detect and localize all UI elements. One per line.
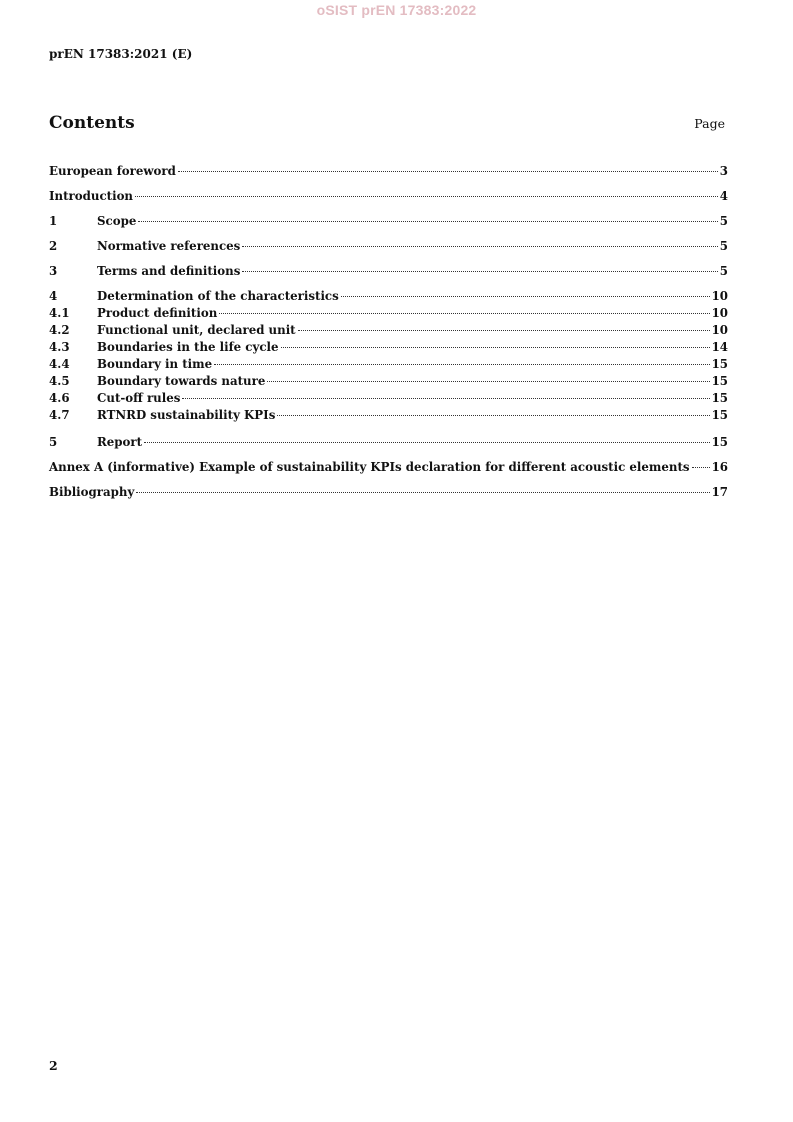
watermark: oSIST prEN 17383:2022 (316, 2, 477, 18)
toc-entry-page: 5 (719, 214, 728, 228)
toc-entry-number: 4 (49, 289, 58, 303)
dot-leader (267, 381, 709, 382)
toc-entry[interactable] (49, 460, 728, 475)
toc-entry[interactable] (49, 189, 728, 204)
toc-entry-page: 3 (719, 164, 728, 178)
toc-entry-page: 14 (711, 340, 728, 354)
toc-entry-number: 4.5 (49, 374, 70, 388)
toc-entry-number: 4.6 (49, 391, 70, 405)
toc-entry[interactable] (49, 340, 728, 355)
toc-entry-page: 10 (711, 323, 728, 337)
toc-entry[interactable] (49, 264, 728, 279)
dot-leader (135, 196, 718, 197)
toc-entry-number: 4.4 (49, 357, 70, 371)
dot-leader (144, 442, 709, 443)
toc-entry[interactable] (49, 435, 728, 450)
toc-entry-title: Boundaries in the life cycle (97, 340, 279, 354)
toc-entry[interactable] (49, 485, 728, 500)
toc-entry[interactable] (49, 306, 728, 321)
toc-entry-page: 5 (719, 239, 728, 253)
toc-entry[interactable] (49, 214, 728, 229)
toc-entry-page: 4 (719, 189, 728, 203)
toc-entry-title: Introduction (49, 189, 134, 203)
toc-entry-page: 15 (711, 357, 728, 371)
page-column-label: Page (694, 116, 725, 131)
toc-entry[interactable] (49, 408, 728, 423)
toc-entry-title: Bibliography (49, 485, 135, 499)
toc-entry-page: 5 (719, 264, 728, 278)
contents-header (49, 113, 725, 133)
dot-leader (182, 398, 709, 399)
toc-entry-title: Report (97, 435, 143, 449)
toc-entry-page: 15 (711, 391, 728, 405)
toc-entry-title: Functional unit, declared unit (97, 323, 296, 337)
dot-leader (692, 467, 710, 468)
document-id: prEN 17383:2021 (E) (49, 47, 193, 61)
dot-leader (277, 415, 709, 416)
toc-entry[interactable] (49, 239, 728, 254)
toc-entry[interactable] (49, 357, 728, 372)
dot-leader (136, 492, 709, 493)
toc-entry[interactable] (49, 374, 728, 389)
dot-leader (281, 347, 710, 348)
toc-entry[interactable] (49, 164, 728, 179)
dot-leader (219, 313, 709, 314)
dot-leader (298, 330, 710, 331)
dot-leader (242, 271, 717, 272)
toc-entry-title: Cut-off rules (97, 391, 181, 405)
toc-entry-title: Determination of the characteristics (97, 289, 339, 303)
toc-entry-page: 10 (711, 289, 728, 303)
toc-entry[interactable] (49, 391, 728, 406)
toc-entry[interactable] (49, 323, 728, 338)
toc-entry-title: Product definition (97, 306, 218, 320)
toc-entry-number: 1 (49, 214, 58, 228)
toc-entry-page: 16 (711, 460, 728, 474)
toc-entry[interactable] (49, 289, 728, 304)
dot-leader (341, 296, 710, 297)
toc-entry-title: Terms and definitions (97, 264, 241, 278)
toc-entry-page: 15 (711, 435, 728, 449)
toc-entry-number: 5 (49, 435, 58, 449)
page-number: 2 (49, 1058, 58, 1073)
dot-leader (178, 171, 718, 172)
contents-title: Contents (49, 113, 135, 133)
toc-entry-number: 4.2 (49, 323, 70, 337)
dot-leader (138, 221, 717, 222)
toc-entry-title: Normative references (97, 239, 241, 253)
toc-entry-page: 17 (711, 485, 728, 499)
toc-entry-page: 10 (711, 306, 728, 320)
toc-entry-title: Boundary in time (97, 357, 213, 371)
toc-entry-title: Boundary towards nature (97, 374, 266, 388)
toc-entry-title: Annex A (informative) Example of sustainability KPIs declaration for different acoustic elements (49, 460, 690, 474)
toc-entry-title: Scope (97, 214, 137, 228)
toc-entry-page: 15 (711, 374, 728, 388)
dot-leader (214, 364, 709, 365)
toc-entry-number: 2 (49, 239, 58, 253)
toc-entry-title: European foreword (49, 164, 176, 178)
toc-entry-title: RTNRD sustainability KPIs (97, 408, 276, 422)
toc-entry-number: 3 (49, 264, 58, 278)
toc-entry-number: 4.1 (49, 306, 70, 320)
toc-entry-number: 4.7 (49, 408, 70, 422)
toc-entry-page: 15 (711, 408, 728, 422)
toc-entry-number: 4.3 (49, 340, 70, 354)
dot-leader (242, 246, 717, 247)
